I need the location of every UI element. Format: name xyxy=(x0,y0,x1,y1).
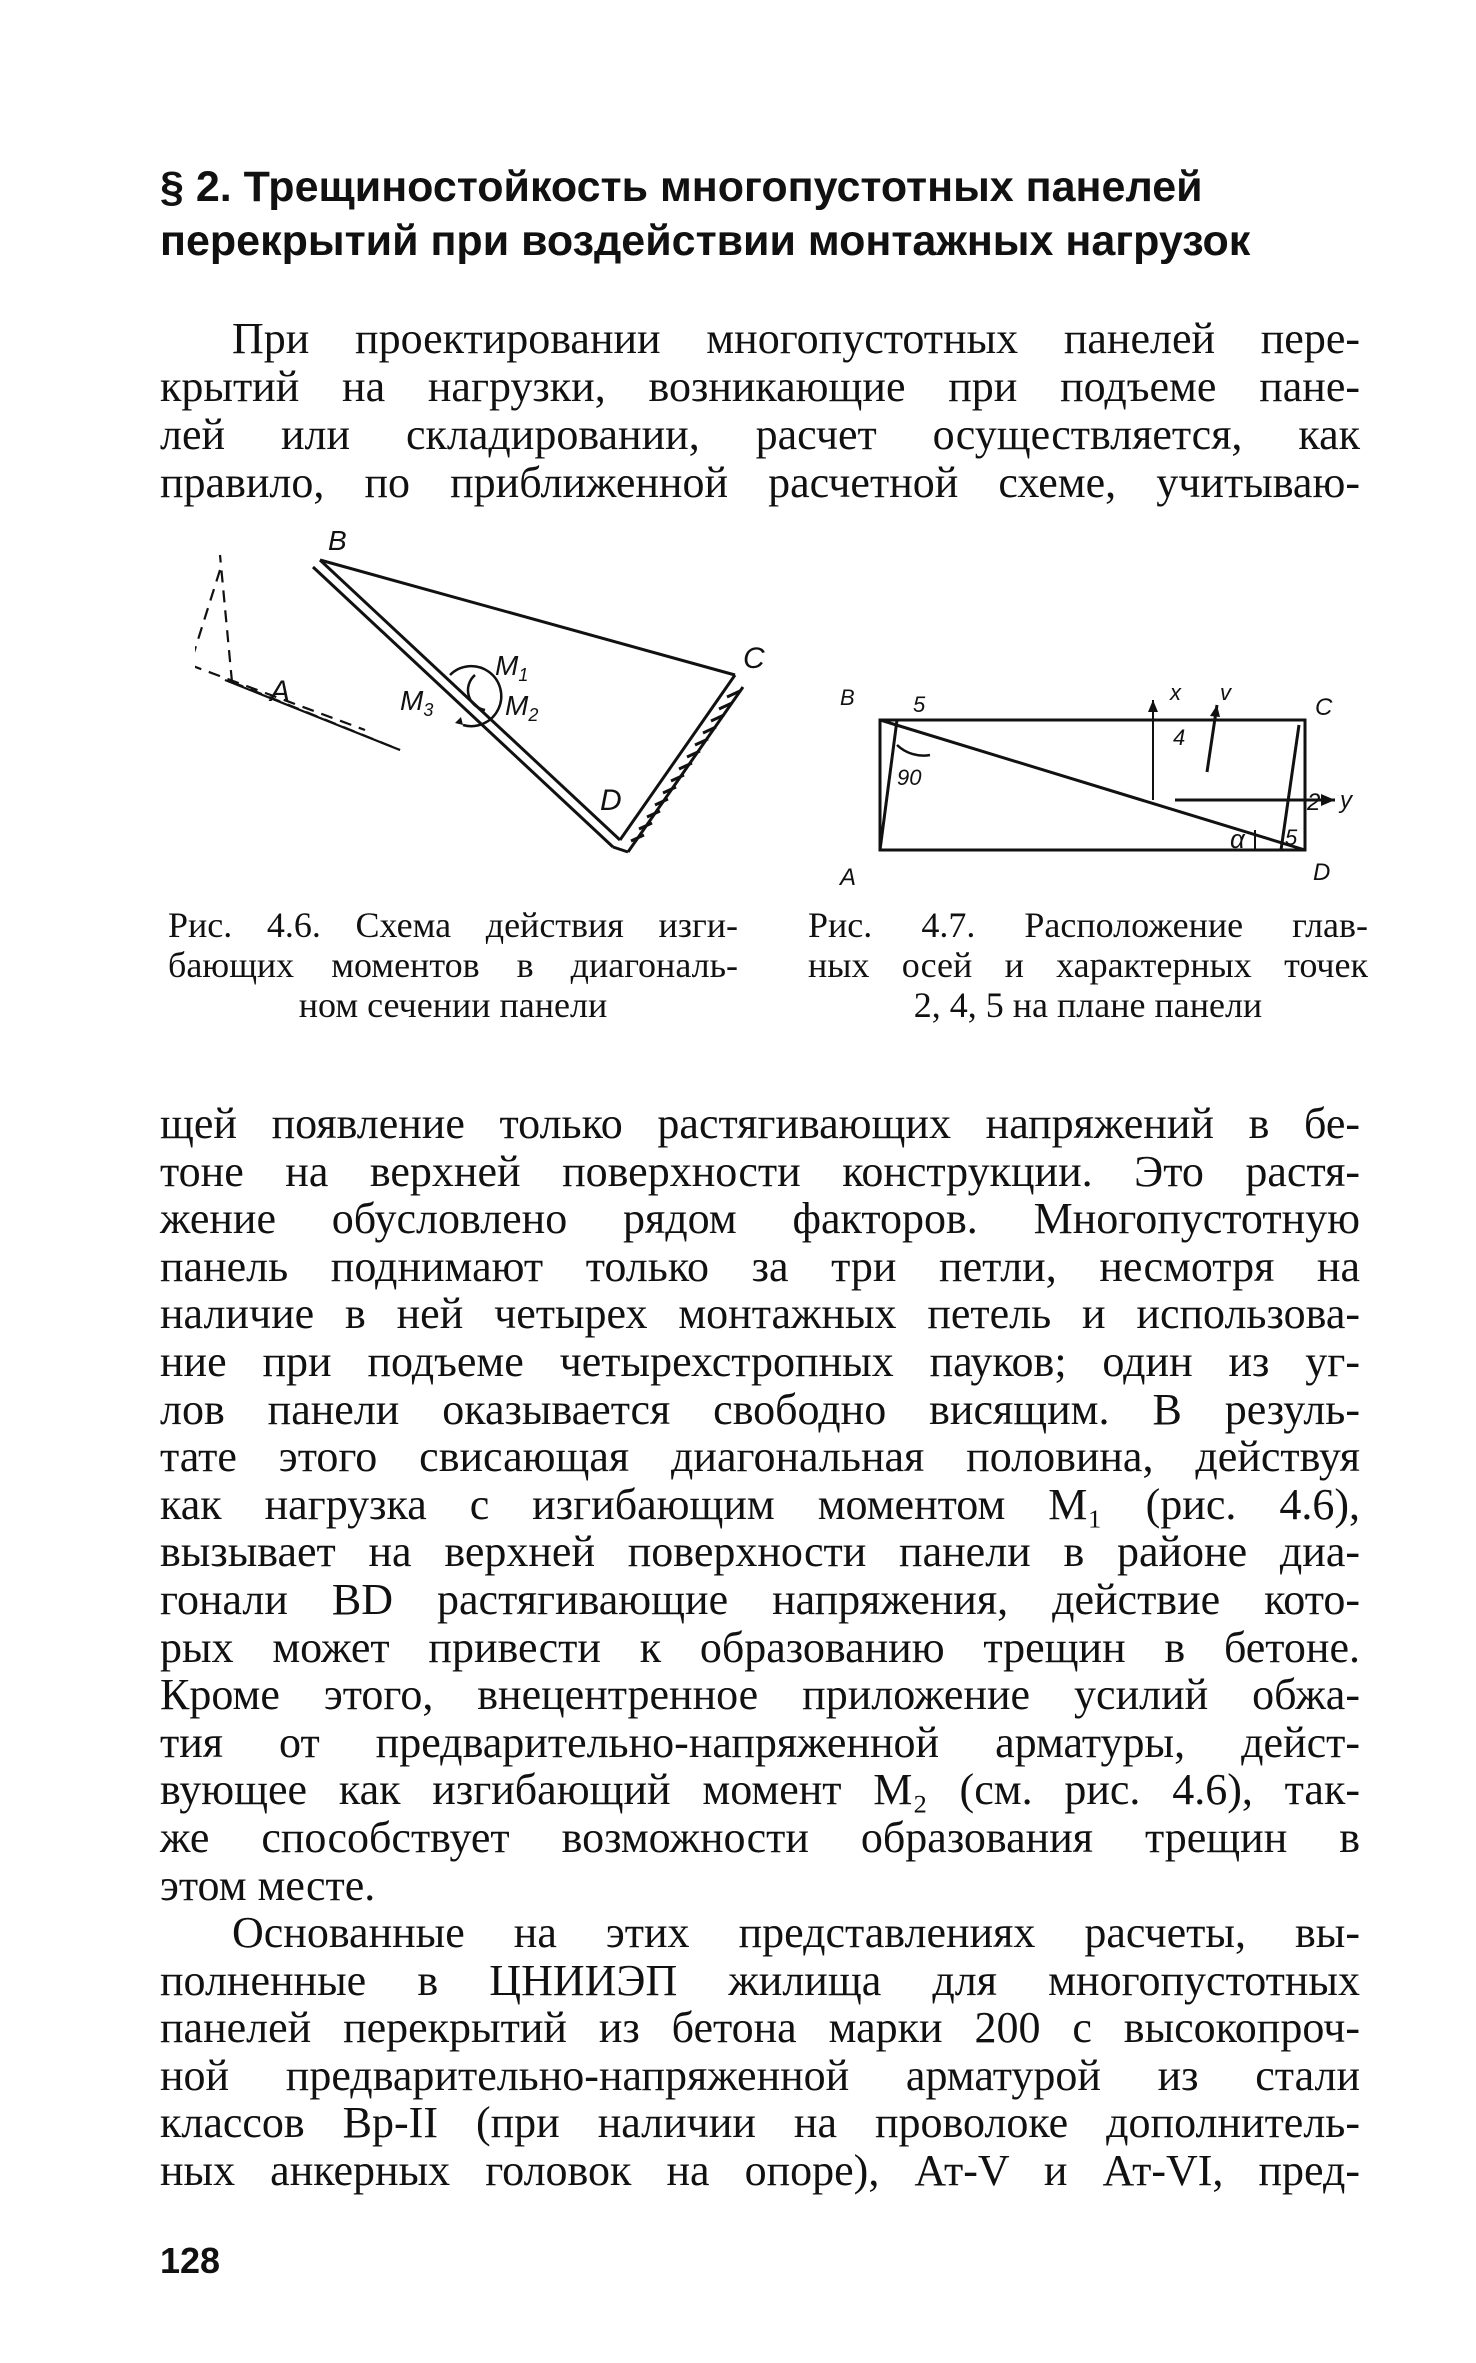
text-line: жение обусловлено рядом факторов. Многопустотную xyxy=(160,1194,1360,1244)
text-line: вызывает на верхней поверхности панели в районе диа- xyxy=(160,1527,1360,1577)
caption-line: Рис. 4.7. Расположение глав- xyxy=(808,905,1368,945)
label-point-5-bottom: 5 xyxy=(1285,825,1298,850)
text-line: как нагрузка с изгибающим моментом M₁ (рис. 4.6), xyxy=(160,1479,1360,1529)
text-line: ных анкерных головок на опоре), Ат-V и Ат-VI, пред- xyxy=(160,2146,1360,2196)
label-y: y xyxy=(1340,787,1352,814)
caption-line: Рис. 4.6. Схема действия изги- xyxy=(168,905,738,945)
text-line: тоне на верхней поверхности конструкции. Это растя- xyxy=(160,1146,1360,1196)
label-c: C xyxy=(743,642,765,675)
text-line: вующее как изгибающий момент M₂ (см. рис. 4.6), так- xyxy=(160,1765,1360,1815)
label-m3: $M_3$ xyxy=(400,685,434,720)
text-line: щей появление только растягивающих напряжений в бе- xyxy=(160,1099,1360,1148)
text-line: этом месте. xyxy=(160,1860,376,1910)
label-a: A xyxy=(840,864,857,885)
text-line: рых может привести к образованию трещин в бетоне. xyxy=(160,1622,1360,1672)
caption-line: 2, 4, 5 на плане панели xyxy=(913,985,1263,1025)
label-m2: $M_2$ xyxy=(505,690,539,725)
text-line: лей или складировании, расчет осуществляется, как xyxy=(160,410,1360,459)
label-c: C xyxy=(1315,694,1333,721)
figure-4-7-diagram xyxy=(835,670,1355,885)
angle-90-arc xyxy=(897,745,930,756)
label-point-4: 4 xyxy=(1173,725,1186,750)
page-number: 128 xyxy=(160,2240,221,2281)
caption-line: бающих моментов в диагональ- xyxy=(168,945,738,985)
label-b: B xyxy=(328,525,347,556)
heading-line: § 2. Трещиностойкость многопустотных панелей xyxy=(160,163,1203,211)
intro-paragraph xyxy=(160,315,1360,507)
dashed-edge xyxy=(195,570,220,665)
panel-edge-cd xyxy=(620,675,735,840)
label-a: A xyxy=(270,675,291,708)
heading-line: перекрытий при воздействии монтажных нагрузок xyxy=(160,217,1251,265)
label-d: D xyxy=(600,784,622,817)
label-m1: $M_1$ xyxy=(495,650,529,685)
label-angle-90: 90 xyxy=(897,765,922,790)
text-line: правило, по приближенной расчетной схеме, учитываю- xyxy=(160,458,1360,507)
text-line: полненные в ЦНИИЭП жилища для многопустотных xyxy=(160,1955,1360,2005)
text-line: наличие в ней четырех монтажных петель и использова- xyxy=(160,1289,1360,1339)
text-line: классов Вр-II (при наличии на проволоке дополнитель- xyxy=(160,2098,1360,2148)
text-line: панель поднимают только за три петли, несмотря на xyxy=(160,1241,1360,1291)
text-line: Кроме этого, внецентренное приложение усилий обжа- xyxy=(160,1670,1360,1720)
label-d: D xyxy=(1313,859,1331,885)
figure-4-6-caption xyxy=(168,905,738,1025)
axis-left xyxy=(880,720,897,850)
caption-line: ных осей и характерных точек xyxy=(808,945,1368,985)
dashed-edge xyxy=(220,555,232,682)
text-line: тате этого свисающая диагональная половина, действуя xyxy=(160,1432,1360,1482)
label-point-5-top: 5 xyxy=(913,692,926,717)
label-v: v xyxy=(1220,680,1231,705)
label-alpha: α xyxy=(1230,824,1245,854)
text-line: ной предварительно-напряженной арматурой из стали xyxy=(160,2050,1360,2100)
panel-diagonal xyxy=(313,567,613,847)
label-point-2: 2 xyxy=(1307,789,1321,816)
dashed-edge xyxy=(225,680,400,750)
panel-corner xyxy=(613,847,628,852)
text-line: панелей перекрытий из бетона марки 200 с высокопроч- xyxy=(160,2003,1360,2053)
text-line: гонали BD растягивающие напряжения, действие кото- xyxy=(160,1574,1360,1624)
text-line: лов панели оказывается свободно висящим. В резуль- xyxy=(160,1384,1360,1434)
figure-4-7-caption xyxy=(808,905,1368,1025)
text-line: Основанные на этих представлениях расчеты, вы- xyxy=(232,1908,1360,1958)
label-b: B xyxy=(840,685,855,710)
text-line: же способствует возможности образования трещин в xyxy=(160,1812,1360,1862)
figure-4-6-diagram xyxy=(195,525,775,875)
main-paragraph xyxy=(160,1100,1360,2195)
text-line: При проектировании многопустотных панелей пере- xyxy=(232,314,1360,363)
text-line: тия от предварительно-напряженной арматуры, дейст- xyxy=(160,1717,1360,1767)
section-heading xyxy=(160,160,1360,268)
label-x: x xyxy=(1170,680,1181,705)
text-line: ние при подъеме четырехстропных пауков; один из уг- xyxy=(160,1336,1360,1386)
text-line: крытий на нагрузки, возникающие при подъеме пане- xyxy=(160,362,1360,411)
caption-line: ном сечении панели xyxy=(298,985,608,1025)
